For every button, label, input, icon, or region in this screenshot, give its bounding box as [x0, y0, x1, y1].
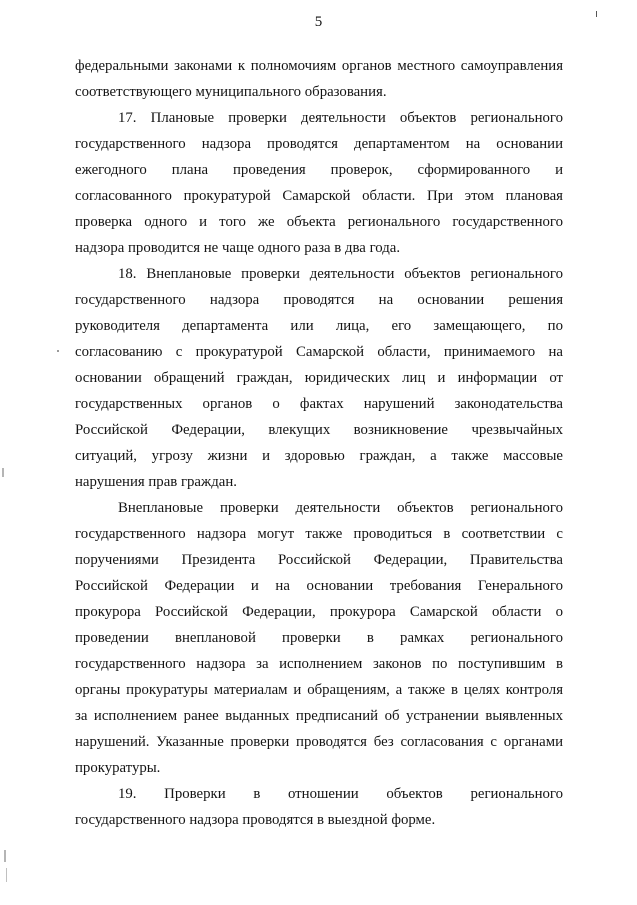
scan-speck — [57, 350, 59, 352]
text-line: государственного надзора проводятся на основании решения — [75, 292, 563, 308]
text-line: государственного надзора за исполнением законов по поступившим в — [75, 656, 563, 672]
text-line: руководителя департамента или лица, его замещающего, по — [75, 318, 563, 334]
text-line: нарушения прав граждан. — [75, 474, 237, 490]
scan-speck — [2, 468, 4, 477]
text-line: прокуратуры. — [75, 760, 161, 776]
text-line: соответствующего муниципального образования. — [75, 84, 387, 100]
text-line: ситуаций, угрозу жизни и здоровью граждан, а также массовые — [75, 448, 563, 464]
paragraph-continuation — [75, 53, 563, 105]
page-number: 5 — [314, 14, 323, 30]
text-line: проверка одного и того же объекта регионального государственного — [75, 214, 563, 230]
text-line: государственного надзора могут также проводиться в соответствии с — [75, 526, 563, 542]
paragraph-17 — [75, 105, 563, 261]
text-line: прокурора Российской Федерации, прокурора Самарской области о — [75, 604, 563, 620]
text-line: согласованного прокуратурой Самарской области. При этом плановая — [75, 188, 563, 204]
text-line: поручениями Президента Российской Федерации, Правительства — [75, 552, 563, 568]
text-line: основании обращений граждан, юридических лиц и информации от — [75, 370, 563, 386]
text-line: федеральными законами к полномочиям органов местного самоуправления — [75, 58, 563, 74]
scan-speck — [596, 11, 597, 17]
text-line: 17. Плановые проверки деятельности объектов регионального — [118, 110, 563, 126]
scan-speck — [4, 850, 6, 862]
document-body — [75, 53, 563, 833]
text-line: 19. Проверки в отношении объектов регионального — [118, 786, 563, 802]
text-line: 18. Внеплановые проверки деятельности объектов регионального — [118, 266, 563, 282]
text-line: Российской Федерации, влекущих возникновение чрезвычайных — [75, 422, 563, 438]
text-line: органы прокуратуры материалам и обращениям, а также в целях контроля — [75, 682, 563, 698]
text-line: проведении внеплановой проверки в рамках регионального — [75, 630, 563, 646]
text-line: ежегодного плана проведения проверок, сформированного и — [75, 162, 563, 178]
paragraph-19 — [75, 781, 563, 833]
paragraph-18 — [75, 261, 563, 495]
text-line: государственного надзора проводятся департаментом на основании — [75, 136, 563, 152]
text-line: государственных органов о фактах нарушений законодательства — [75, 396, 563, 412]
paragraph-unscheduled-inspections — [75, 495, 563, 781]
text-line: нарушений. Указанные проверки проводятся без согласования с органами — [75, 734, 563, 750]
text-line: государственного надзора проводятся в выездной форме. — [75, 812, 436, 828]
text-line: Внеплановые проверки деятельности объектов регионального — [118, 500, 563, 516]
scan-speck — [6, 868, 7, 882]
text-line: за исполнением ранее выданных предписаний об устранении выявленных — [75, 708, 563, 724]
text-line: надзора проводится не чаще одного раза в два года. — [75, 240, 401, 256]
text-line: согласованию с прокуратурой Самарской области, принимаемого на — [75, 344, 563, 360]
text-line: Российской Федерации и на основании требования Генерального — [75, 578, 563, 594]
